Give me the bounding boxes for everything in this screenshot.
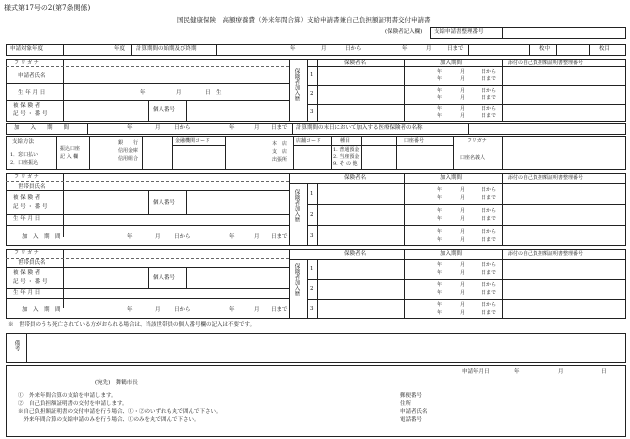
r3-from-day: 日から: [481, 106, 497, 112]
hh2-r2-ty: 年: [437, 290, 443, 296]
join-from-day: 日から: [174, 125, 191, 131]
hh1-insurer-col-header: 保険者名: [344, 175, 367, 181]
hh2-insured-l2: 記 号 ・ 番 号: [13, 279, 48, 285]
hh1-r3-fd: 日から: [481, 229, 497, 235]
receipt-number-label: 支給申請書整理番号: [434, 29, 484, 35]
join-period-note: 計算期間の末日において加入する医療保険者の名称: [296, 125, 423, 131]
remarks-box[interactable]: [6, 333, 626, 363]
shinyo-kinko-label: 信用金庫: [118, 148, 139, 154]
hh2-row-3: 3: [310, 306, 314, 312]
applicant-furigana-label: フ リ ガ ナ: [14, 60, 39, 66]
hh1-period-col-header: 加入期間: [440, 175, 463, 181]
hh2-join-from-year: 年: [127, 307, 133, 313]
hh1-cert-col-header: 添付の自己負担額証明書整理番号: [508, 175, 584, 181]
hh2-r3-fd: 日から: [481, 302, 497, 308]
insurer-fill-label: (保険者記入欄): [385, 29, 423, 35]
account-number-label: 口座番号: [404, 138, 425, 144]
hh2-mynumber-label: 個人番号: [153, 275, 176, 281]
hh1-row-1: 1: [310, 191, 314, 197]
join-to-year: 年: [229, 125, 235, 131]
join-to-month: 月: [254, 125, 260, 131]
page-number-label: 枚目: [599, 46, 611, 52]
hh1-insured-l1: 被 保 険 者: [13, 195, 41, 201]
hh1-join-label: 加 入 期 間: [22, 234, 61, 240]
postal-label: 郵便番号: [400, 393, 423, 399]
r2-to-month: 月: [460, 95, 466, 101]
period-end-day: 日まで: [447, 46, 464, 52]
period-end-month: 月: [426, 46, 432, 52]
account-holder-label: 口座名義人: [460, 155, 486, 161]
hh1-name-label: 世帯員氏名: [18, 184, 46, 190]
history-row-1: 1: [310, 72, 314, 78]
hh2-r1-ty: 年: [437, 270, 443, 276]
fiscal-year-label: 申請対象年度: [10, 46, 44, 52]
hh2-join-to-year: 年: [229, 307, 235, 313]
hh1-join-to-day: 日まで: [271, 234, 288, 240]
dob-month: 月: [176, 90, 182, 96]
hh2-r1-fm: 月: [460, 262, 466, 268]
hh1-r3-tm: 月: [460, 237, 466, 243]
page-total-label: 枚中: [539, 46, 551, 52]
r1-from-day: 日から: [481, 69, 497, 75]
dob-day: 日 生: [205, 90, 222, 96]
insurer-col-header: 保険者名: [344, 60, 367, 66]
phone-label: 電話番号: [400, 417, 423, 423]
hh1-r2-tm: 月: [460, 216, 466, 222]
applicant-section: [6, 59, 626, 122]
hh1-mynumber-label: 個人番号: [153, 200, 176, 206]
hh2-row-2: 2: [310, 286, 314, 292]
r3-from-month: 月: [460, 106, 466, 112]
payment-option-transfer[interactable]: 2．口座振込: [10, 160, 39, 166]
apply-month: 月: [558, 369, 564, 375]
hh1-join-from-month: 月: [155, 234, 161, 240]
hh2-r3-td: 日まで: [481, 310, 497, 316]
hh2-join-label: 加 入 期 間: [22, 307, 61, 313]
branch-office-label: 出張所: [272, 157, 288, 163]
hh2-furigana-label: フ リ ガ ナ: [14, 250, 39, 256]
option-1-text: ① 外来年間合算の支給を申請します。: [18, 393, 117, 399]
r3-to-day: 日まで: [481, 113, 497, 119]
hh1-r2-fm: 月: [460, 208, 466, 214]
hh2-r1-fd: 日から: [481, 262, 497, 268]
history-row-3: 3: [310, 109, 314, 115]
r2-to-year: 年: [437, 95, 443, 101]
holder-furigana-label: フリガナ: [467, 138, 487, 144]
period-start-month: 月: [321, 46, 327, 52]
hh1-insured-l2: 記 号 ・ 番 号: [13, 204, 48, 210]
join-to-day: 日まで: [271, 125, 288, 131]
branch-sub-label: 支 店: [272, 149, 288, 155]
hh1-r3-fy: 年: [437, 229, 443, 235]
transfer-label-l1: 振込口座: [60, 146, 81, 152]
r2-from-year: 年: [437, 88, 443, 94]
hh1-r3-ty: 年: [437, 237, 443, 243]
hh2-r2-tm: 月: [460, 290, 466, 296]
hh2-join-to-month: 月: [254, 307, 260, 313]
hh2-r2-fd: 日から: [481, 282, 497, 288]
hh1-r2-td: 日まで: [481, 216, 497, 222]
hh1-dob-label: 生 年 月 日: [13, 216, 41, 222]
hh1-row-2: 2: [310, 212, 314, 218]
applicant-insured-no-l2: 記 号 ・ 番 号: [13, 111, 48, 117]
r3-from-year: 年: [437, 106, 443, 112]
history-row-2: 2: [310, 91, 314, 97]
hh2-insurer-col-header: 保険者名: [344, 251, 367, 257]
hh1-r1-td: 日まで: [481, 195, 497, 201]
account-type-label: 種目: [340, 138, 351, 144]
option-2-text: ② 自己負担額証明書の交付を申請します。: [18, 401, 128, 407]
hh1-r1-fd: 日から: [481, 187, 497, 193]
shinyo-kumiai-label: 信用組合: [118, 156, 139, 162]
join-from-year: 年: [127, 125, 133, 131]
dob-year: 年: [140, 90, 146, 96]
form-title: 国民健康保険 高額療養費（外来年間合算）支給申請書兼自己負担額証明書交付申請書: [177, 16, 431, 24]
hh2-cert-col-header: 添付の自己負担額証明書整理番号: [508, 251, 584, 257]
hh1-r2-fy: 年: [437, 208, 443, 214]
hh2-r2-fy: 年: [437, 282, 443, 288]
r1-to-year: 年: [437, 76, 443, 82]
hh1-join-to-year: 年: [229, 234, 235, 240]
hh2-r2-fm: 月: [460, 282, 466, 288]
cert-col-header: 添付の自己負担額証明書整理番号: [508, 60, 584, 66]
r2-to-day: 日まで: [481, 95, 497, 101]
address-label: 住所: [400, 401, 412, 407]
hh2-r2-td: 日まで: [481, 290, 497, 296]
hh1-r1-ty: 年: [437, 195, 443, 201]
hh1-r2-ty: 年: [437, 216, 443, 222]
hh2-period-col-header: 加入期間: [440, 251, 463, 257]
hh2-join-from-month: 月: [155, 307, 161, 313]
r3-to-month: 月: [460, 113, 466, 119]
r1-to-day: 日まで: [481, 76, 497, 82]
hh2-join-from-day: 日から: [174, 307, 191, 313]
hh2-insured-l1: 被 保 険 者: [13, 270, 41, 276]
calc-period-label: 計算期間の始期及び終期: [136, 46, 197, 52]
remarks-label: 備考: [13, 340, 20, 351]
account-type-other[interactable]: 9. そ の 他: [333, 161, 358, 167]
account-type-current[interactable]: 2. 当座預金: [333, 154, 360, 160]
account-type-ordinary[interactable]: 1. 普通預金: [333, 147, 360, 153]
hh1-r1-tm: 月: [460, 195, 466, 201]
hh1-history-label: 保険者加入歴: [293, 189, 300, 222]
hh2-r3-ty: 年: [437, 310, 443, 316]
hh1-join-to-month: 月: [254, 234, 260, 240]
hh2-history-label: 保険者加入歴: [293, 263, 300, 296]
hh2-dob-label: 生 年 月 日: [13, 290, 41, 296]
transfer-label-l2: 記 入 欄: [60, 154, 79, 160]
option-note-1: ※自己負担額証明書の交付申請を行う場合、①・②のいずれも丸で囲んで下さい。: [18, 409, 222, 415]
join-period-label: 加 入 期 間: [14, 125, 70, 131]
period-end-year: 年: [402, 46, 408, 52]
hh2-name-label: 世帯員氏名: [18, 260, 46, 266]
apply-year: 年: [514, 369, 520, 375]
period-col-header: 加入期間: [440, 60, 463, 66]
hh1-join-from-day: 日から: [174, 234, 191, 240]
r1-from-month: 月: [460, 69, 466, 75]
hh2-r3-fm: 月: [460, 302, 466, 308]
inst-code-label: 金融機関コード: [175, 138, 211, 144]
period-start-day: 日から: [345, 46, 362, 52]
join-from-month: 月: [155, 125, 161, 131]
hh1-r3-fm: 月: [460, 229, 466, 235]
applicant-mynumber-label: 個人番号: [153, 107, 176, 113]
nendo-label: 年度: [114, 46, 126, 52]
hh2-r1-tm: 月: [460, 270, 466, 276]
hh1-r1-fy: 年: [437, 187, 443, 193]
branch-code-label: 店舗コード: [296, 138, 322, 144]
branch-main-label: 本 店: [272, 141, 288, 147]
hh1-r3-td: 日まで: [481, 237, 497, 243]
period-start-year: 年: [290, 46, 296, 52]
hh1-row-3: 3: [310, 233, 314, 239]
applicant-name-footer-label: 申請者氏名: [400, 409, 428, 415]
hh2-row-1: 1: [310, 266, 314, 272]
r2-from-month: 月: [460, 88, 466, 94]
hh2-r3-fy: 年: [437, 302, 443, 308]
bank-label: 銀 行: [118, 140, 139, 146]
r3-to-year: 年: [437, 113, 443, 119]
apply-date-label: 申請年月日: [462, 369, 490, 375]
applicant-dob-label: 生 年 月 日: [18, 90, 46, 96]
hh1-join-from-year: 年: [127, 234, 133, 240]
hh2-r1-td: 日まで: [481, 270, 497, 276]
hh1-furigana-label: フ リ ガ ナ: [14, 174, 39, 180]
hh1-r1-fm: 月: [460, 187, 466, 193]
addressee: (宛先) 舞鶴市長: [95, 380, 138, 386]
option-note-2: 外来年間合算の支給申請のみを行う場合、①のみを丸で囲んで下さい。: [18, 417, 200, 423]
applicant-history-label: 保険者加入歴: [293, 68, 300, 101]
r2-from-day: 日から: [481, 88, 497, 94]
r1-from-year: 年: [437, 69, 443, 75]
top-row: [6, 44, 626, 56]
applicant-name-label: 申請者氏名: [18, 73, 46, 79]
hh2-r3-tm: 月: [460, 310, 466, 316]
deceased-note: ※ 世帯員のうち死亡されている方がおられる場合は、当該世帯員の個人番号欄の記入は不要です。: [8, 322, 256, 328]
hh2-join-to-day: 日まで: [271, 307, 288, 313]
r1-to-month: 月: [460, 76, 466, 82]
hh2-r1-fy: 年: [437, 262, 443, 268]
payment-method-label: 支給方法: [12, 139, 35, 145]
apply-day: 日: [601, 369, 607, 375]
payment-option-window[interactable]: 1．窓口払い: [10, 152, 39, 158]
applicant-insured-no-l1: 被 保 険 者: [13, 103, 41, 109]
hh1-r2-fd: 日から: [481, 208, 497, 214]
form-number: 様式第17号の2(第7条関係): [4, 4, 91, 12]
